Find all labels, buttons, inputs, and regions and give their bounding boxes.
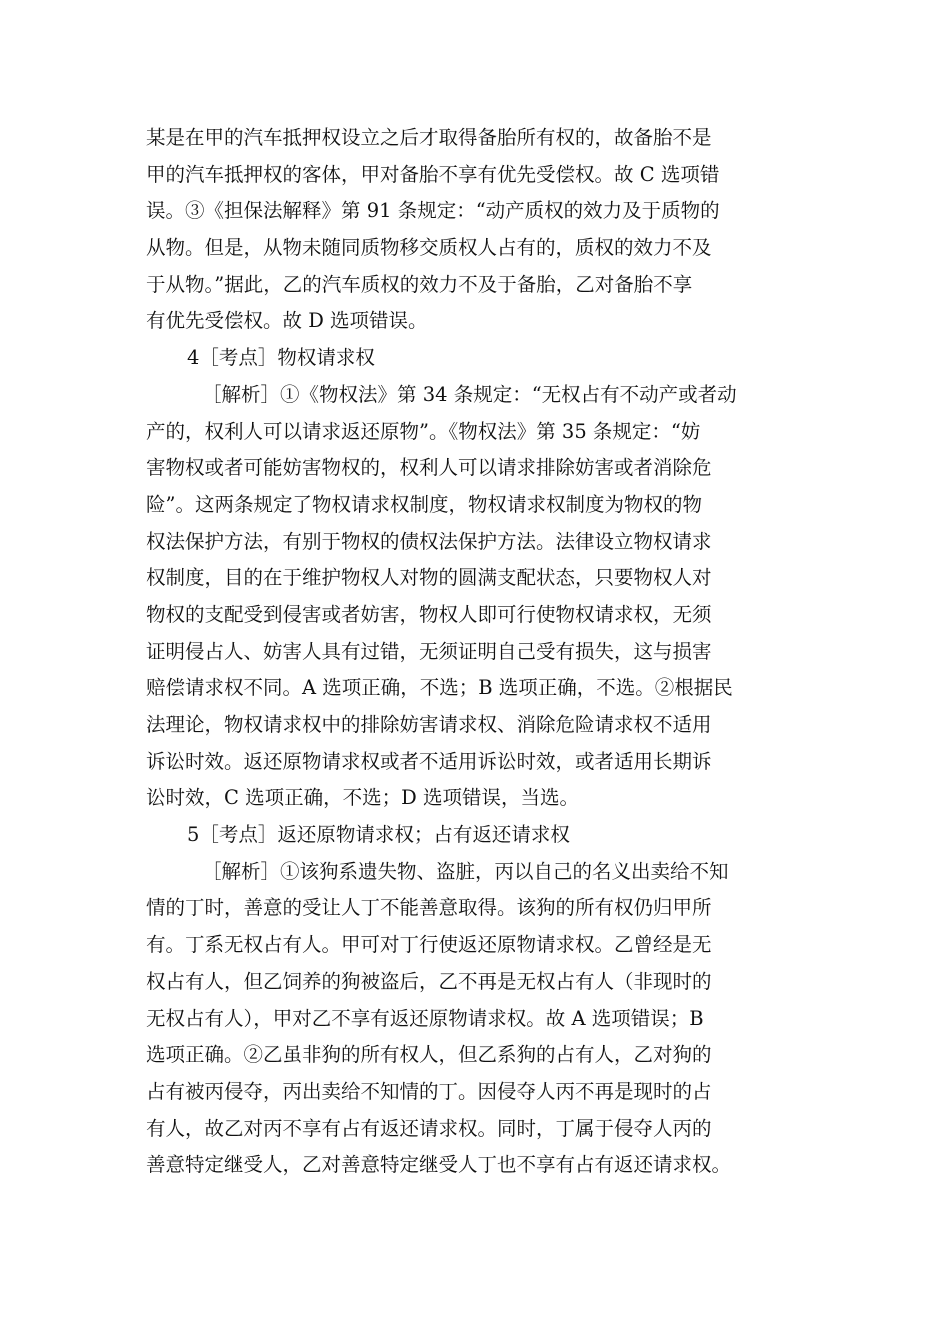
text-line: 占有被丙侵夺，丙出卖给不知情的丁。因侵夺人丙不再是现时的占 (146, 1079, 712, 1103)
text-line: 有人，故乙对丙不享有占有返还请求权。同时，丁属于侵夺人丙的 (146, 1116, 712, 1140)
text-line: 于从物。”据此，乙的汽车质权的效力不及于备胎，乙对备胎不享 (146, 272, 693, 296)
text-line: 误。③《担保法解释》第 91 条规定：“动产质权的效力及于质物的 (146, 199, 720, 223)
text-line: 有。丁系无权占有人。甲可对丁行使返还原物请求权。乙曾经是无 (146, 933, 712, 957)
text-line: 甲的汽车抵押权的客体，甲对备胎不享有优先受偿权。故 C 选项错 (146, 162, 720, 186)
text-line: 权法保护方法，有别于物权的债权法保护方法。法律设立物权请求 (146, 529, 712, 553)
text-line: 从物。但是，从物未随同质物移交质权人占有的，质权的效力不及 (146, 236, 712, 260)
text-line: 害物权或者可能妨害物权的，权利人可以请求排除妨害或者消除危 (146, 456, 712, 480)
text-line: 法理论，物权请求权中的排除妨害请求权、消除危险请求权不适用 (146, 713, 712, 736)
text-line: 选项正确。②乙虽非狗的所有权人，但乙系狗的占有人，乙对狗的 (146, 1043, 712, 1067)
text-line: 险”。这两条规定了物权请求权制度，物权请求权制度为物权的物 (146, 492, 702, 516)
text-line: 某是在甲的汽车抵押权设立之后才取得备胎所有权的，故备胎不是 (146, 126, 712, 149)
text-line: 产的，权利人可以请求返还原物”。《物权法》第 35 条规定：“妨 (146, 419, 701, 443)
text-line: 无权占有人），甲对乙不享有返还原物请求权。故 A 选项错误；B (146, 1006, 704, 1030)
text-line: 证明侵占人、妨害人具有过错，无须证明自己受有损失，这与损害 (146, 639, 712, 663)
text-line: 诉讼时效。返还原物请求权或者不适用诉讼时效，或者适用长期诉 (146, 749, 712, 773)
text-line: 4［考点］物权请求权 (187, 346, 375, 370)
text-line: 5［考点］返还原物请求权；占有返还请求权 (187, 823, 570, 847)
text-line: 赔偿请求权不同。A 选项正确，不选；B 选项正确，不选。②根据民 (146, 676, 733, 700)
text-line: ［解析］①《物权法》第 34 条规定：“无权占有不动产或者动 (202, 382, 737, 406)
text-line: 权制度，目的在于维护物权人对物的圆满支配状态，只要物权人对 (146, 566, 712, 590)
text-line: 情的丁时，善意的受让人丁不能善意取得。该狗的所有权仍归甲所 (146, 896, 712, 920)
text-line: 讼时效，C 选项正确，不选；D 选项错误，当选。 (146, 786, 579, 810)
text-line: ［解析］①该狗系遗失物、盗脏，丙以自己的名义出卖给不知 (202, 859, 729, 883)
text-line: 物权的支配受到侵害或者妨害，物权人即可行使物权请求权，无须 (146, 602, 712, 626)
text-line: 权占有人，但乙饲养的狗被盗后，乙不再是无权占有人（非现时的 (146, 969, 712, 993)
text-line: 善意特定继受人，乙对善意特定继受人丁也不享有占有返还请求权。 (146, 1153, 732, 1177)
text-line: 有优先受偿权。故 D 选项错误。 (146, 309, 428, 333)
document-body (146, 120, 806, 1184)
